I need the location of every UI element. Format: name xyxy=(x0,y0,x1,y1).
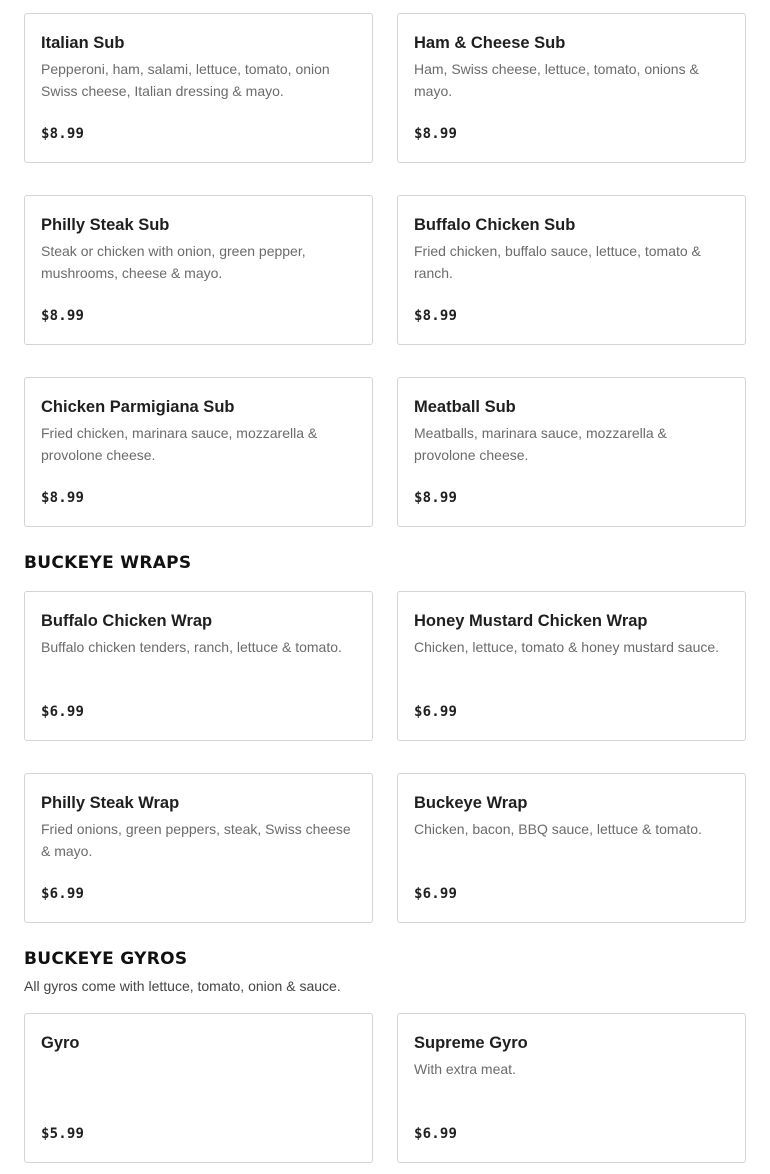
section-heading-gyros: BUCKEYE GYROS xyxy=(24,949,188,969)
item-description: With extra meat. xyxy=(414,1061,516,1077)
item-description: Buffalo chicken tenders, ranch, lettuce & tomato. xyxy=(41,639,342,655)
item-name: Ham & Cheese Sub xyxy=(414,34,566,52)
item-name: Supreme Gyro xyxy=(414,1034,528,1052)
item-description: Fried onions, green peppers, steak, Swiss cheese & mayo. xyxy=(41,821,351,859)
item-price: $8.99 xyxy=(41,126,85,142)
item-description: Meatballs, marinara sauce, mozzarella & provolone cheese. xyxy=(414,425,667,463)
item-name: Italian Sub xyxy=(41,34,125,52)
menu-item-card[interactable] xyxy=(24,377,373,527)
item-description: Fried chicken, marinara sauce, mozzarella & provolone cheese. xyxy=(41,425,318,463)
item-price: $8.99 xyxy=(414,490,458,506)
menu-item-card[interactable] xyxy=(24,591,373,741)
item-price: $6.99 xyxy=(41,704,85,720)
item-price: $8.99 xyxy=(41,308,85,324)
menu-item-card[interactable] xyxy=(397,773,746,923)
item-description: Pepperoni, ham, salami, lettuce, tomato, onion Swiss cheese, Italian dressing & mayo. xyxy=(41,61,330,99)
item-description: Chicken, lettuce, tomato & honey mustard sauce. xyxy=(414,639,720,655)
item-name: Meatball Sub xyxy=(414,398,516,416)
menu-item-card[interactable] xyxy=(397,377,746,527)
item-price: $5.99 xyxy=(41,1126,85,1142)
item-description: Fried chicken, buffalo sauce, lettuce, tomato & ranch. xyxy=(414,243,701,281)
item-description: Ham, Swiss cheese, lettuce, tomato, onions & mayo. xyxy=(414,61,699,99)
section-heading-wraps: BUCKEYE WRAPS xyxy=(24,553,192,573)
item-name: Philly Steak Sub xyxy=(41,216,170,234)
menu-item-card[interactable] xyxy=(397,13,746,163)
item-price: $8.99 xyxy=(414,308,458,324)
item-price: $8.99 xyxy=(41,490,85,506)
item-name: Honey Mustard Chicken Wrap xyxy=(414,612,648,630)
item-name: Chicken Parmigiana Sub xyxy=(41,398,235,416)
item-description: Chicken, bacon, BBQ sauce, lettuce & tomato. xyxy=(414,821,702,837)
menu-item-card[interactable] xyxy=(24,773,373,923)
menu-item-card[interactable] xyxy=(24,13,373,163)
item-name: Gyro xyxy=(41,1034,80,1052)
menu-item-card[interactable] xyxy=(397,1013,746,1163)
item-price: $6.99 xyxy=(41,886,85,902)
menu-item-card[interactable] xyxy=(397,591,746,741)
item-name: Buckeye Wrap xyxy=(414,794,528,812)
item-name: Buffalo Chicken Sub xyxy=(414,216,576,234)
item-description: Steak or chicken with onion, green pepper, mushrooms, cheese & mayo. xyxy=(41,243,306,281)
item-price: $8.99 xyxy=(414,126,458,142)
section-note: All gyros come with lettuce, tomato, onion & sauce. xyxy=(24,978,341,994)
menu-item-card[interactable] xyxy=(24,195,373,345)
item-name: Buffalo Chicken Wrap xyxy=(41,612,213,630)
item-price: $6.99 xyxy=(414,1126,458,1142)
menu-item-card[interactable] xyxy=(24,1013,373,1163)
item-price: $6.99 xyxy=(414,886,458,902)
item-price: $6.99 xyxy=(414,704,458,720)
item-name: Philly Steak Wrap xyxy=(41,794,180,812)
menu-item-card[interactable] xyxy=(397,195,746,345)
